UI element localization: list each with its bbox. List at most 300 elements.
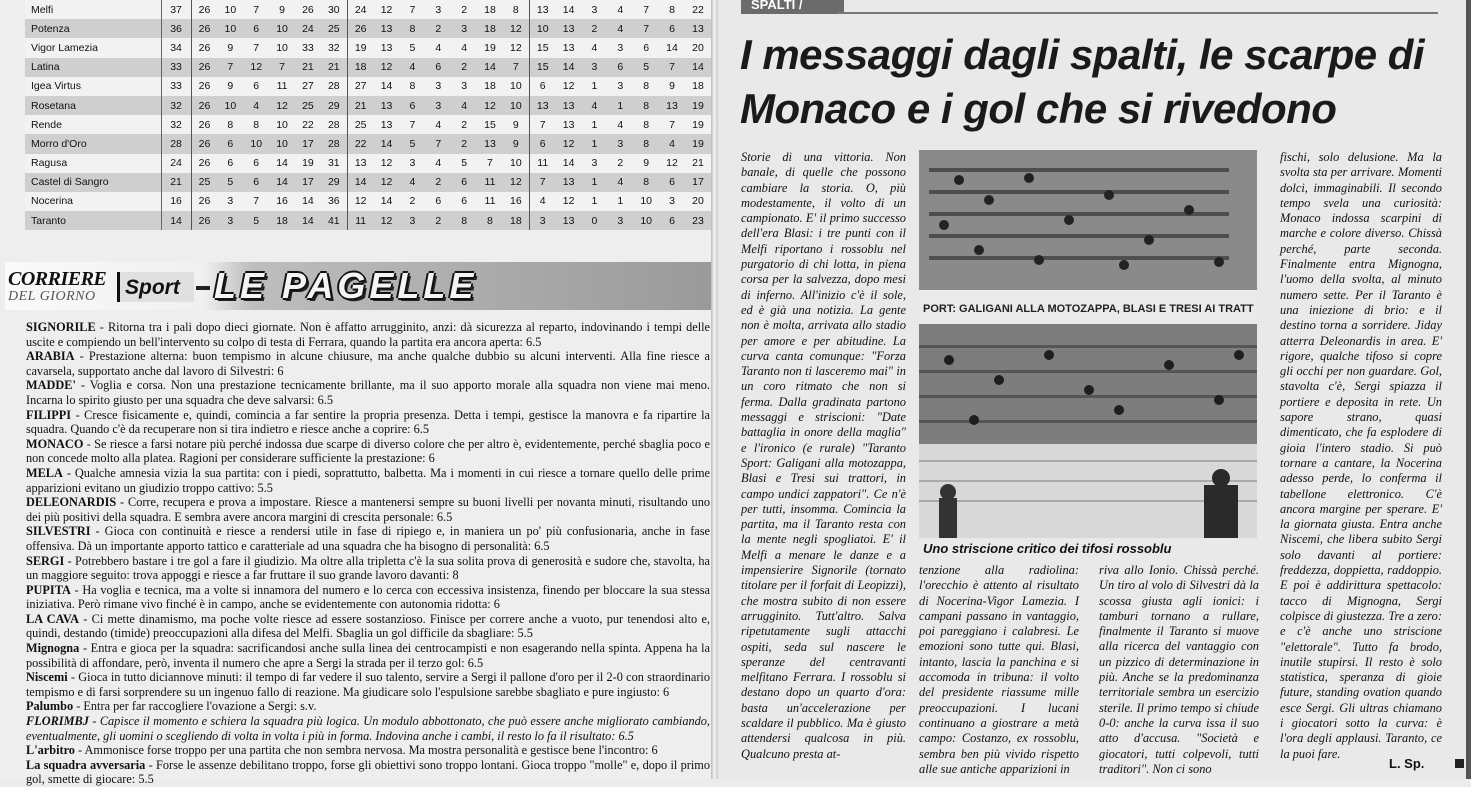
stat-cell: 8 — [503, 0, 529, 19]
stat-cell: 2 — [451, 58, 477, 77]
stat-cell: 9 — [659, 77, 685, 96]
stat-cell: 24 — [347, 0, 373, 19]
stat-cell: 5 — [451, 154, 477, 173]
stat-cell: 13 — [374, 96, 400, 115]
stat-cell: 10 — [243, 134, 269, 153]
standings-row — [25, 154, 711, 173]
stat-cell: 12 — [374, 58, 400, 77]
stat-cell: 14 — [347, 173, 373, 192]
stat-cell: 13 — [529, 0, 555, 19]
stat-cell: 7 — [477, 154, 503, 173]
rating-entry — [26, 349, 710, 378]
stat-cell: 4 — [607, 0, 633, 19]
stat-cell: 32 — [321, 38, 347, 57]
stat-cell: 8 — [477, 211, 503, 230]
stat-cell: 4 — [529, 192, 555, 211]
team-points: 21 — [161, 173, 191, 192]
stat-cell: 12 — [374, 0, 400, 19]
player-name: DELEONARDIS — [26, 495, 117, 510]
stat-cell: 26 — [191, 0, 217, 19]
player-rating-text: - Gioca con continuità e riesce a rendersi utile in fase di ripiego e, in maniera un po' più confusionaria, anche in fase offensiva. Dà un importante apporto tattico e caratteriale ad una squadra che ha bisogno di personalità: 6.5 — [26, 524, 710, 553]
stat-cell: 3 — [425, 77, 451, 96]
team-points: 36 — [161, 19, 191, 38]
stat-cell: 4 — [582, 38, 608, 57]
team-name: Melfi — [25, 0, 161, 19]
stat-cell: 18 — [685, 77, 711, 96]
standings-row — [25, 0, 711, 19]
player-rating-text: - Entra e gioca per la squadra: sacrificandosi anche sulla linea dei centrocampisti e non esagerando nella spinta. Appena ha la possibilità di affondare, però, inventa il numero che apre a Sergi la strada per il terzo gol: 6.5 — [26, 641, 710, 670]
player-name: Palumbo — [26, 699, 74, 714]
player-rating-text: - Cresce fisicamente e, quindi, comincia a far sentire la propria presenza. Detta i tempi, gestisce la manovra e fa ripartire la squadra. Quando c'è da recuperare non si tira indietro e riesce anche a coprire: 6.5 — [26, 407, 710, 437]
stat-cell: 11 — [477, 192, 503, 211]
player-rating-text: - Ci mette dinamismo, ma poche volte riesce ad essere sostanzioso. Finisce per correre anche a vuoto, pur tenendosi alto e, quindi, destando (timide) preoccupazioni alla difesa del Melfi. Sbaglia un gol difficile da sbagliare: 5.5 — [26, 611, 710, 641]
stat-cell: 4 — [607, 173, 633, 192]
stat-cell: 12 — [659, 154, 685, 173]
stat-cell: 6 — [243, 154, 269, 173]
stat-cell: 6 — [217, 154, 243, 173]
stat-cell: 14 — [659, 38, 685, 57]
player-name: SERGI — [26, 553, 65, 568]
stat-cell: 27 — [347, 77, 373, 96]
team-name: Rende — [25, 115, 161, 134]
stat-cell: 26 — [191, 154, 217, 173]
stat-cell: 3 — [607, 38, 633, 57]
stat-cell: 14 — [374, 77, 400, 96]
stat-cell: 3 — [217, 211, 243, 230]
stat-cell: 3 — [607, 211, 633, 230]
stat-cell: 2 — [607, 154, 633, 173]
section-tab: SPALTI / — [741, 0, 844, 14]
stat-cell: 14 — [556, 154, 582, 173]
stat-cell: 8 — [633, 77, 659, 96]
stat-cell: 30 — [321, 0, 347, 19]
stat-cell: 6 — [633, 38, 659, 57]
stat-cell: 10 — [529, 19, 555, 38]
stat-cell: 8 — [633, 96, 659, 115]
stat-cell: 12 — [374, 173, 400, 192]
stat-cell: 6 — [399, 96, 425, 115]
stat-cell: 1 — [607, 96, 633, 115]
player-rating-text: - Ammonisce forse troppo per una partita che non sembra nervosa. Ma mostra personalità e gestisce bene l'incontro: 6 — [74, 743, 658, 758]
player-rating-text: - Voglia e corsa. Non una prestazione tecnicamente brillante, ma il suo apporto morale alla squadra non viene mai meno. Incarna lo spirito giusto per una squadra che deve salvarsi: 6.5 — [26, 378, 710, 407]
column-text: tenzione alla radiolina: l'orecchio è attento al risultato di Nocerina-Vigor Lamezia. I campani passano in vantaggio, poi pareggiano i calabresi. Le emozioni sono tutte qui. Blasi, intanto, lascia la panchina e si accomoda in tribuna: il volto del presidente riassume mille preoccupazioni. I lucani continuano a giostrare a metà campo: Costanzo, ex rossoblu, sembra ben più vivido rispetto alle sue antiche apparizioni in — [919, 563, 1079, 776]
stat-cell: 21 — [295, 58, 321, 77]
team-name: Taranto — [25, 211, 161, 230]
stat-cell: 19 — [295, 154, 321, 173]
stat-cell: 7 — [217, 58, 243, 77]
stat-cell: 3 — [399, 211, 425, 230]
stat-cell: 10 — [217, 0, 243, 19]
stat-cell: 12 — [243, 58, 269, 77]
stat-cell: 2 — [425, 173, 451, 192]
stat-cell: 2 — [582, 19, 608, 38]
stat-cell: 6 — [659, 211, 685, 230]
stat-cell: 26 — [191, 77, 217, 96]
rating-entry — [26, 408, 710, 437]
stat-cell: 3 — [425, 96, 451, 115]
standings-row — [25, 115, 711, 134]
stat-cell: 13 — [477, 134, 503, 153]
stat-cell: 33 — [295, 38, 321, 57]
stat-cell: 3 — [451, 19, 477, 38]
stat-cell: 12 — [503, 173, 529, 192]
stat-cell: 10 — [269, 115, 295, 134]
article-headline: I messaggi dagli spalti, le scarpe di Monaco e i gol che si rivedono — [740, 31, 1425, 132]
stat-cell: 1 — [582, 115, 608, 134]
player-rating-text: - Forse le assenze debilitano troppo, forse gli obiettivi sono troppo lontani. Gioca troppo "molle" e, dopo il primo gol, smette di giocare: 5.5 — [26, 757, 710, 787]
rating-entry — [26, 320, 710, 349]
header-dash — [196, 286, 210, 290]
stat-cell: 26 — [191, 58, 217, 77]
standings-row — [25, 58, 711, 77]
stat-cell: 8 — [633, 173, 659, 192]
stat-cell: 15 — [529, 58, 555, 77]
stat-cell: 6 — [243, 19, 269, 38]
stat-cell: 25 — [321, 19, 347, 38]
stat-cell: 10 — [269, 38, 295, 57]
stat-cell: 29 — [321, 96, 347, 115]
stat-cell: 6 — [243, 173, 269, 192]
stat-cell: 12 — [556, 77, 582, 96]
stat-cell: 16 — [503, 192, 529, 211]
stat-cell: 22 — [295, 115, 321, 134]
stat-cell: 2 — [399, 192, 425, 211]
team-name: Latina — [25, 58, 161, 77]
stat-cell: 26 — [191, 96, 217, 115]
stat-cell: 10 — [269, 134, 295, 153]
player-name: L'arbitro — [26, 743, 75, 758]
section-rule — [838, 12, 1438, 14]
stat-cell: 10 — [217, 19, 243, 38]
stat-cell: 25 — [347, 115, 373, 134]
stat-cell: 15 — [477, 115, 503, 134]
team-points: 28 — [161, 134, 191, 153]
stat-cell: 7 — [425, 134, 451, 153]
stat-cell: 23 — [685, 211, 711, 230]
stat-cell: 28 — [321, 77, 347, 96]
standings-row — [25, 19, 711, 38]
team-points: 14 — [161, 211, 191, 230]
stat-cell: 6 — [451, 173, 477, 192]
stat-cell: 8 — [217, 115, 243, 134]
stat-cell: 9 — [633, 154, 659, 173]
stat-cell: 28 — [321, 134, 347, 153]
rating-entry — [26, 524, 710, 553]
stat-cell: 12 — [556, 192, 582, 211]
standings-table — [25, 0, 711, 230]
stat-cell: 5 — [399, 134, 425, 153]
stat-cell: 13 — [556, 38, 582, 57]
stat-cell: 8 — [399, 19, 425, 38]
stat-cell: 4 — [425, 38, 451, 57]
stat-cell: 8 — [451, 211, 477, 230]
stat-cell: 3 — [582, 58, 608, 77]
player-rating-text: - Capisce il momento e schiera la squadra più logica. Un modulo abbottonato, che può essere anche migliorato cambiando, eventualmente, gli uomini o scegliendo di volta in volta i più in forma. Indovina anche i cambi, il resto lo fa il risultato: 6.5 — [26, 714, 710, 743]
rating-entry — [26, 641, 710, 670]
player-rating-text: - Prestazione alterna: buon tempismo in alcune chiusure, ma anche qualche dubbio su alcuni interventi. Alla fine riesce a cavarsela, supportato anche dal lavoro di Silvestri: 6 — [26, 349, 710, 378]
player-rating-text: - Potrebbero bastare i tre gol a fare il giudizio. Ma oltre alla tripletta c'è la sua solita prova di generosità e sudore che, stavolta, ha un maggiore seguito: trova appoggi e riesce a far fruttare il suo grande lavoro davanti: 8 — [26, 553, 710, 583]
stat-cell: 7 — [503, 58, 529, 77]
stat-cell: 14 — [269, 173, 295, 192]
player-name: LA CAVA — [26, 611, 80, 626]
stat-cell: 4 — [399, 58, 425, 77]
stat-cell: 6 — [217, 134, 243, 153]
stat-cell: 21 — [347, 96, 373, 115]
stat-cell: 11 — [347, 211, 373, 230]
standings-row — [25, 211, 711, 230]
stat-cell: 18 — [269, 211, 295, 230]
page-edge — [1466, 0, 1471, 779]
stat-cell: 11 — [269, 77, 295, 96]
player-rating-text: - Gioca in tutto diciannove minuti: il tempo di far vedere il suo talento, servire a Sergi il pallone d'oro per il 2-0 con straordinario tempismo e di farsi sorprendere su un ingenuo fallo di reazione. Ma giudicare solo l'espulsione sarebbe sbagliato e pure ingiusto: 6 — [26, 670, 710, 699]
player-rating-text: - Ritorna tra i pali dopo dieci giornate. Non è affatto arrugginito, anzi: dà sicurezza al reparto, indovinando i tempi delle uscite e compiendo un bell'intervento su colpo di testa di Ferrara, quando la partita era ancora aperta: 6.5 — [26, 320, 710, 349]
stat-cell: 1 — [607, 192, 633, 211]
stat-cell: 41 — [321, 211, 347, 230]
stat-cell: 2 — [451, 115, 477, 134]
stat-cell: 6 — [659, 173, 685, 192]
stat-cell: 7 — [399, 115, 425, 134]
stat-cell: 10 — [633, 192, 659, 211]
stat-cell: 13 — [556, 115, 582, 134]
stat-cell: 5 — [217, 173, 243, 192]
stat-cell: 13 — [556, 19, 582, 38]
team-name: Ragusa — [25, 154, 161, 173]
stat-cell: 10 — [503, 154, 529, 173]
stat-cell: 7 — [243, 38, 269, 57]
stat-cell: 10 — [633, 211, 659, 230]
stat-cell: 11 — [529, 154, 555, 173]
stat-cell: 4 — [425, 154, 451, 173]
stat-cell: 6 — [425, 192, 451, 211]
team-name: Potenza — [25, 19, 161, 38]
stat-cell: 8 — [243, 115, 269, 134]
rating-entry — [26, 743, 710, 758]
stat-cell: 27 — [295, 77, 321, 96]
team-points: 16 — [161, 192, 191, 211]
team-points: 37 — [161, 0, 191, 19]
player-name: ARABIA — [26, 349, 75, 364]
stat-cell: 3 — [399, 154, 425, 173]
stat-cell: 14 — [374, 134, 400, 153]
rating-entry — [26, 699, 710, 714]
team-name: Igea Virtus — [25, 77, 161, 96]
stat-cell: 28 — [321, 115, 347, 134]
page-fold — [711, 0, 718, 779]
team-name: Nocerina — [25, 192, 161, 211]
stat-cell: 26 — [191, 211, 217, 230]
stat-cell: 11 — [477, 173, 503, 192]
stat-cell: 19 — [477, 38, 503, 57]
article-column-4 — [1280, 150, 1442, 761]
stat-cell: 12 — [374, 211, 400, 230]
stat-cell: 10 — [217, 96, 243, 115]
stat-cell: 25 — [295, 96, 321, 115]
stat-cell: 6 — [425, 58, 451, 77]
stat-cell: 0 — [582, 211, 608, 230]
stat-cell: 18 — [347, 58, 373, 77]
stat-cell: 18 — [477, 77, 503, 96]
stat-cell: 26 — [191, 19, 217, 38]
stat-cell: 17 — [685, 173, 711, 192]
stat-cell: 26 — [191, 38, 217, 57]
stat-cell: 3 — [607, 77, 633, 96]
stat-cell: 7 — [659, 58, 685, 77]
stat-cell: 19 — [685, 96, 711, 115]
stat-cell: 10 — [269, 19, 295, 38]
stat-cell: 6 — [529, 134, 555, 153]
stat-cell: 13 — [374, 19, 400, 38]
stat-cell: 4 — [607, 19, 633, 38]
team-name: Rosetana — [25, 96, 161, 115]
stat-cell: 7 — [399, 0, 425, 19]
team-points: 32 — [161, 96, 191, 115]
player-name: SIGNORILE — [26, 320, 96, 334]
stat-cell: 3 — [659, 192, 685, 211]
stat-cell: 20 — [685, 192, 711, 211]
stat-cell: 13 — [556, 211, 582, 230]
stat-cell: 31 — [321, 154, 347, 173]
stat-cell: 7 — [633, 0, 659, 19]
stat-cell: 21 — [685, 154, 711, 173]
rating-entry — [26, 554, 710, 583]
player-rating-text: - Qualche amnesia vizia la sua partita: con i piedi, soprattutto, balbetta. Ma i momenti in cui riesce a tornare quello delle prime apparizioni evitano un giudizio troppo cattivo: 5.5 — [26, 465, 710, 495]
stat-cell: 13 — [529, 96, 555, 115]
stat-cell: 9 — [217, 38, 243, 57]
rating-entry — [26, 670, 710, 699]
stat-cell: 14 — [374, 192, 400, 211]
pagelle-title: LE PAGELLE — [214, 265, 478, 306]
end-mark — [1455, 759, 1464, 768]
stat-cell: 18 — [503, 211, 529, 230]
player-name: MONACO — [26, 436, 84, 451]
stat-cell: 8 — [399, 77, 425, 96]
stat-cell: 6 — [529, 77, 555, 96]
article-column-3 — [1099, 563, 1259, 777]
stat-cell: 13 — [556, 173, 582, 192]
stat-cell: 26 — [191, 134, 217, 153]
stat-cell: 6 — [243, 77, 269, 96]
stat-cell: 17 — [295, 134, 321, 153]
team-name: Castel di Sangro — [25, 173, 161, 192]
column-text: riva allo Ionio. Chissà perché. Un tiro al volo di Silvestri dà la scossa giusta agli ionici: i tamburi tornano a rullare, finalmente il Taranto si muove alla ricerca del vantaggio con un pizzico di determinazione in più. Anche se la predominanza territoriale sembra un esercizio sterile. Il primo tempo si chiude 0-0: anche la curva issa il suo atto d'accusa. "Società e giocatori, tutti colpevoli, tutti traditori". Non ci sono — [1099, 563, 1259, 776]
stat-cell: 4 — [659, 134, 685, 153]
stat-cell: 26 — [347, 19, 373, 38]
player-name: Mignogna — [26, 641, 80, 656]
stat-cell: 1 — [582, 77, 608, 96]
standings-row — [25, 134, 711, 153]
stadium-photo — [919, 150, 1257, 538]
stat-cell: 7 — [243, 192, 269, 211]
stat-cell: 12 — [556, 134, 582, 153]
player-name: MADDE' — [26, 378, 76, 393]
stat-cell: 1 — [582, 134, 608, 153]
article-column-2 — [919, 563, 1079, 777]
stat-cell: 12 — [503, 19, 529, 38]
stat-cell: 3 — [582, 0, 608, 19]
team-points: 32 — [161, 115, 191, 134]
stat-cell: 19 — [347, 38, 373, 57]
stat-cell: 6 — [607, 58, 633, 77]
stat-cell: 12 — [269, 96, 295, 115]
stat-cell: 13 — [374, 115, 400, 134]
stat-cell: 6 — [451, 192, 477, 211]
stat-cell: 7 — [659, 115, 685, 134]
stat-cell: 8 — [633, 115, 659, 134]
team-points: 33 — [161, 58, 191, 77]
stat-cell: 18 — [477, 19, 503, 38]
stat-cell: 3 — [529, 211, 555, 230]
player-name: FLORIMBJ — [26, 714, 89, 729]
stat-cell: 14 — [295, 211, 321, 230]
rating-entry — [26, 583, 710, 612]
player-name: Niscemi — [26, 670, 68, 685]
stat-cell: 6 — [659, 19, 685, 38]
standings-row — [25, 38, 711, 57]
stat-cell: 5 — [633, 58, 659, 77]
stat-cell: 13 — [347, 154, 373, 173]
column-text: fischi, solo delusione. Ma la svolta sta per arrivare. Momenti dolci, immaginabili. Il secondo tempo svela una curiosità: Monaco indossa scarpini di marche e colore diverso. Chissà perché, parte seconda. Finalmente entra Mignogna, l'uomo della svolta, al minuto numero sette. Per il Taranto è una iniezione di brio: e il destino torna a sorridere. Jiday atterra Deleonardis in area. E' rigore, qualche tifoso si copre gli occhi per non guardare. Gol, stavolta c'è, Sergi spiazza il portiere e deposita in rete. Un sapore strano, quasi dimenticato, che fa esplodere di gioia l'intero stadio. Si può tornare a cantare, la Nocerina adesso perde, lo conferma il tabellone elettronico. C'è ancora margine per sperare. E' la giornata giusta. Entra anche Niscemi, che libera subito Sergi solo davanti al portiere: freddezza, doppietta, raddoppio. E poi è addirittura spettacolo: tacco di Mignogna, Sergi colpisce di giustezza. Tre a zero: e c'è anche uno striscione "elettorale". Tutto fa brodo, inutile stupirsi. Il resto è solo statistica, speranza di gioie future, standing ovation quando esce Sergi. Gli ultras chiamano i giocatori sotto la curva: è l'ora degli applausi. Taranto, ce la puoi fare. — [1280, 150, 1442, 761]
stat-cell: 25 — [191, 173, 217, 192]
team-points: 24 — [161, 154, 191, 173]
stat-cell: 12 — [477, 96, 503, 115]
sport-label: Sport — [125, 276, 180, 299]
stat-cell: 20 — [685, 38, 711, 57]
stat-cell: 4 — [399, 173, 425, 192]
stat-cell: 14 — [685, 58, 711, 77]
rating-entry — [26, 758, 710, 787]
stat-cell: 2 — [425, 211, 451, 230]
rating-entry — [26, 612, 710, 641]
team-points: 33 — [161, 77, 191, 96]
stat-cell: 4 — [451, 38, 477, 57]
stat-cell: 1 — [582, 192, 608, 211]
stat-cell: 5 — [399, 38, 425, 57]
rating-entry — [26, 437, 710, 466]
photo-banner-text: PORT: GALIGANI ALLA MOTOZAPPA, BLASI E TRESI AI TRATT — [923, 303, 1254, 315]
player-rating-text: - Corre, recupera e prova a impostare. Riesce a mantenersi sempre su buoni livelli per novanta minuti, risultando uno dei più positivi della squadra. E sembra avere ancora margini di crescita personale: 6.5 — [26, 495, 710, 524]
player-name: PUPITA — [26, 582, 71, 597]
stat-cell: 3 — [451, 77, 477, 96]
rating-entry — [26, 378, 710, 407]
stat-cell: 14 — [556, 58, 582, 77]
stat-cell: 8 — [659, 0, 685, 19]
stadium-stands-image — [919, 150, 1257, 538]
stat-cell: 14 — [477, 58, 503, 77]
stat-cell: 1 — [582, 173, 608, 192]
stat-cell: 4 — [607, 115, 633, 134]
stat-cell: 8 — [633, 134, 659, 153]
stat-cell: 26 — [295, 0, 321, 19]
stat-cell: 7 — [529, 115, 555, 134]
stat-cell: 26 — [191, 192, 217, 211]
stat-cell: 10 — [503, 96, 529, 115]
rating-entry — [26, 714, 710, 743]
stat-cell: 16 — [269, 192, 295, 211]
ratings-list — [26, 320, 710, 787]
stat-cell: 7 — [243, 0, 269, 19]
stat-cell: 36 — [321, 192, 347, 211]
team-points: 34 — [161, 38, 191, 57]
stat-cell: 2 — [451, 0, 477, 19]
stat-cell: 22 — [685, 0, 711, 19]
logo-line2: DEL GIORNO — [8, 289, 96, 304]
player-name: MELA — [26, 465, 63, 480]
standings-row — [25, 192, 711, 211]
stat-cell: 10 — [503, 77, 529, 96]
stat-cell: 9 — [503, 115, 529, 134]
player-name: FILIPPI — [26, 407, 72, 422]
player-rating-text: - Ha voglia e tecnica, ma a volte si innamora del numero e lo cerca con eccessiva insistenza, finendo per bloccare la sua stessa iniziativa. Però rimane vivo finché è in campo, anche se evidentemente con autonomia ridotta: 6 — [26, 582, 710, 612]
